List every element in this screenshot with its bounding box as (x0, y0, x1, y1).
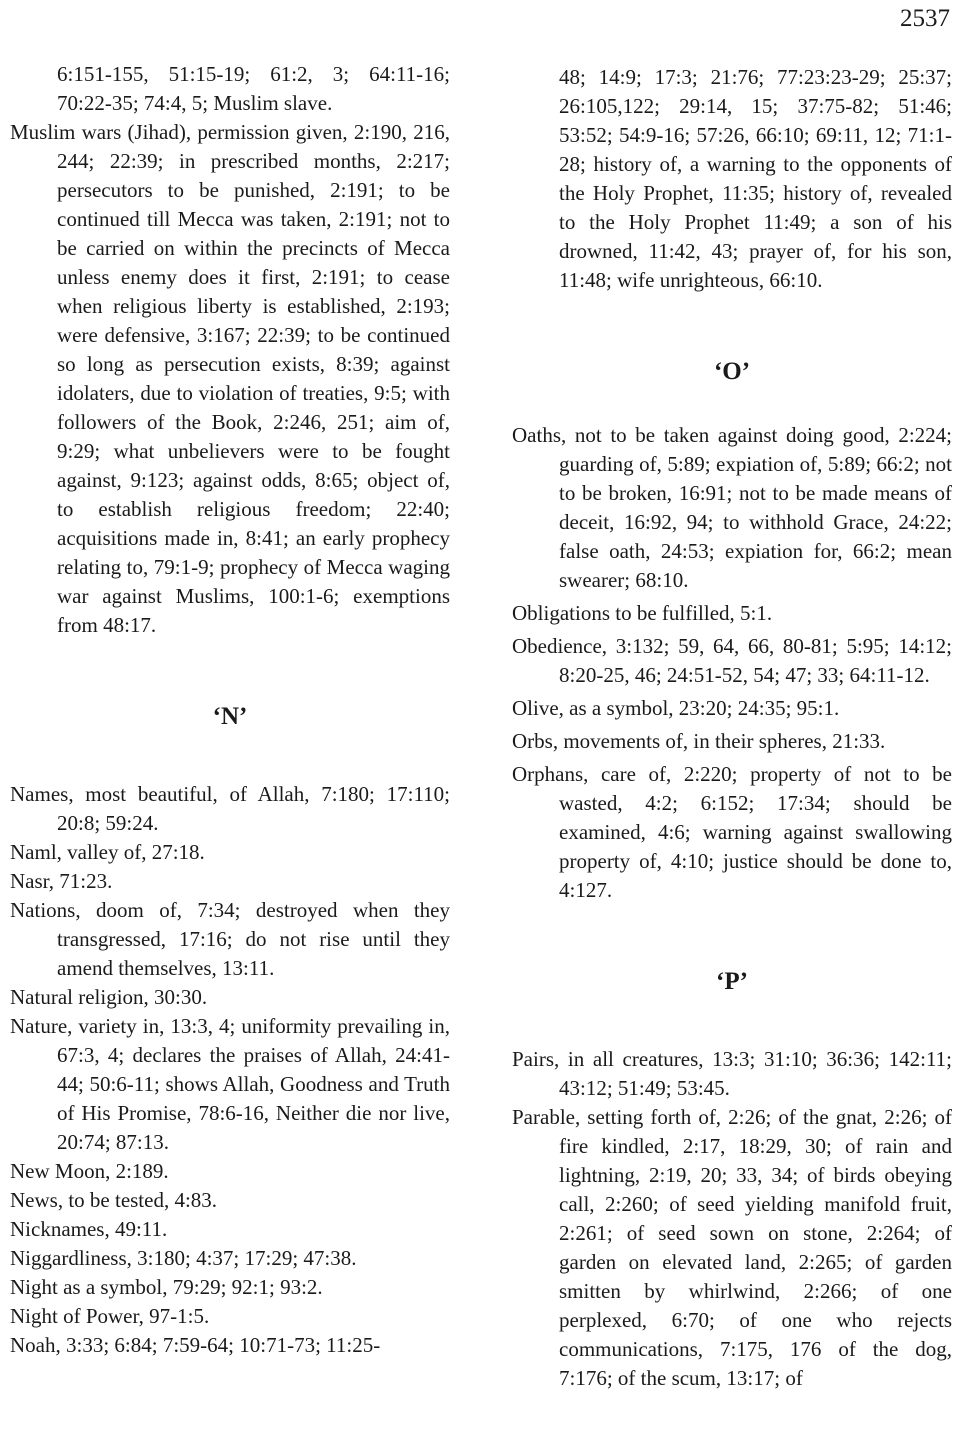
index-entry-nicknames: Nicknames, 49:11. (10, 1217, 168, 1241)
section-heading-n: ‘N’ (212, 703, 248, 730)
index-entry-night-symbol: Night as a symbol, 79:29; 92:1; 93:2. (10, 1275, 323, 1299)
index-entry-orphans: Orphans, care of, 2:220; property of not to be wasted, 4:2; 6:152; 17:34; should be examined, 4:6; warning against swallowing property of, 4:10; justice should be done to, 4:127. (512, 762, 952, 902)
index-entry-nations: Nations, doom of, 7:34; destroyed when they transgressed, 17:16; do not rise until they amend themselves, 13:11. (10, 898, 450, 980)
index-entry-parable: Parable, setting forth of, 2:26; of the gnat, 2:26; of fire kindled, 2:17, 18:29, 30; of rain and lightning, 2:19, 20; 33, 34; of birds obeying call, 2:260; of seed yielding manifold fruit, 2:261; of seed sown on stone, 2:264; of garden on elevated land, 2:265; of garden smitten by whirlwind, 2:266; of one perplexed, 6:70; of one who rejects communications, 7:175, 176 of the dog, 7:176; of the scum, 13:17; of (512, 1105, 952, 1390)
index-entry-noah: Noah, 3:33; 6:84; 7:59-64; 10:71-73; 11:25- (10, 1333, 381, 1357)
index-entry-pairs: Pairs, in all creatures, 13:3; 31:10; 36:36; 142:11; 43:12; 51:49; 53:45. (512, 1047, 952, 1100)
index-entry-oaths: Oaths, not to be taken against doing good, 2:224; guarding of, 5:89; expiation of, 5:89; 66:2; not to be broken, 16:91; not to be made means of deceit, 16:92, 94; to withhold Grace, 24:22; false oath, 24:53; expiation for, 66:2; mean swearer; 68:10. (512, 423, 952, 592)
index-entry-muslim-wars: Muslim wars (Jihad), permission given, 2:190, 216, 244; 22:39; in prescribed months, 2:217; persecutors to be punished, 2:191; to be continued till Mecca was taken, 2:191; not to be carried on within the precincts of Mecca unless enemy does it first, 2:191; to cease when religious liberty is established, 2:193; were defensive, 3:167; 22:39; to be continued so long as persecution exists, 8:39; against idolaters, due to violation of treaties, 9:5; with followers of the Book, 2:246, 251; aim of, 9:29; what unbelievers were to be fought against, 9:123; against odds, 8:65; object of, to establish religious freedom; 22:40; acquisitions made in, 8:41; an early prophecy relating to, 79:1-9; prophecy of Mecca waging war against Muslims, 100:1-6; exemptions from 48:17. (10, 120, 450, 637)
index-entry-new-moon: New Moon, 2:189. (10, 1159, 169, 1183)
index-entry-olive: Olive, as a symbol, 23:20; 24:35; 95:1. (512, 696, 840, 720)
section-heading-o: ‘O’ (713, 358, 751, 385)
index-entry-night-of-power: Night of Power, 97-1:5. (10, 1304, 210, 1328)
index-entry-nature: Nature, variety in, 13:3, 4; uniformity prevailing in, 67:3, 4; declares the praises of Allah, 24:41-44; 50:6-11; shows Allah, Goodness and Truth of His Promise, 78:6-16, Neither die nor live, 20:74; 87:13. (10, 1014, 450, 1154)
index-entry-noah-continuation: 48; 14:9; 17:3; 21:76; 77:23:23-29; 25:37; 26:105,122; 29:14, 15; 37:75-82; 51:46; 53:52; 54:9-16; 57:26, 66:10; 69:11, 12; 71:1-28; history of, a warning to the opponents of the Holy Prophet, 11:35; history of, revealed to the Holy Prophet 11:49; a son of his drowned, 11:42, 43; prayer of, for his son, 11:48; wife unrighteous, 66:10. (559, 65, 952, 292)
section-heading-p: ‘P’ (716, 968, 748, 995)
index-entry-niggardliness: Niggardliness, 3:180; 4:37; 17:29; 47:38. (10, 1246, 357, 1270)
index-entry-continuation: 6:151-155, 51:15-19; 61:2, 3; 64:11-16; 70:22-35; 74:4, 5; Muslim slave. (57, 62, 450, 115)
index-entry-news: News, to be tested, 4:83. (10, 1188, 218, 1212)
index-entry-naml: Naml, valley of, 27:18. (10, 840, 205, 864)
left-column (10, 60, 450, 1360)
index-entry-obligations: Obligations to be fulfilled, 5:1. (512, 601, 773, 625)
index-entry-names: Names, most beautiful, of Allah, 7:180; 17:110; 20:8; 59:24. (10, 782, 450, 835)
index-entry-natural-religion: Natural religion, 30:30. (10, 985, 208, 1009)
index-entry-obedience: Obedience, 3:132; 59, 64, 66, 80-81; 5:95; 14:12; 8:20-25, 46; 24:51-52, 54; 47; 33; 64:11-12. (512, 634, 952, 687)
index-entry-nasr: Nasr, 71:23. (10, 869, 113, 893)
right-column (512, 63, 952, 1393)
page-number: 2537 (900, 5, 950, 32)
index-entry-orbs: Orbs, movements of, in their spheres, 21:33. (512, 729, 886, 753)
